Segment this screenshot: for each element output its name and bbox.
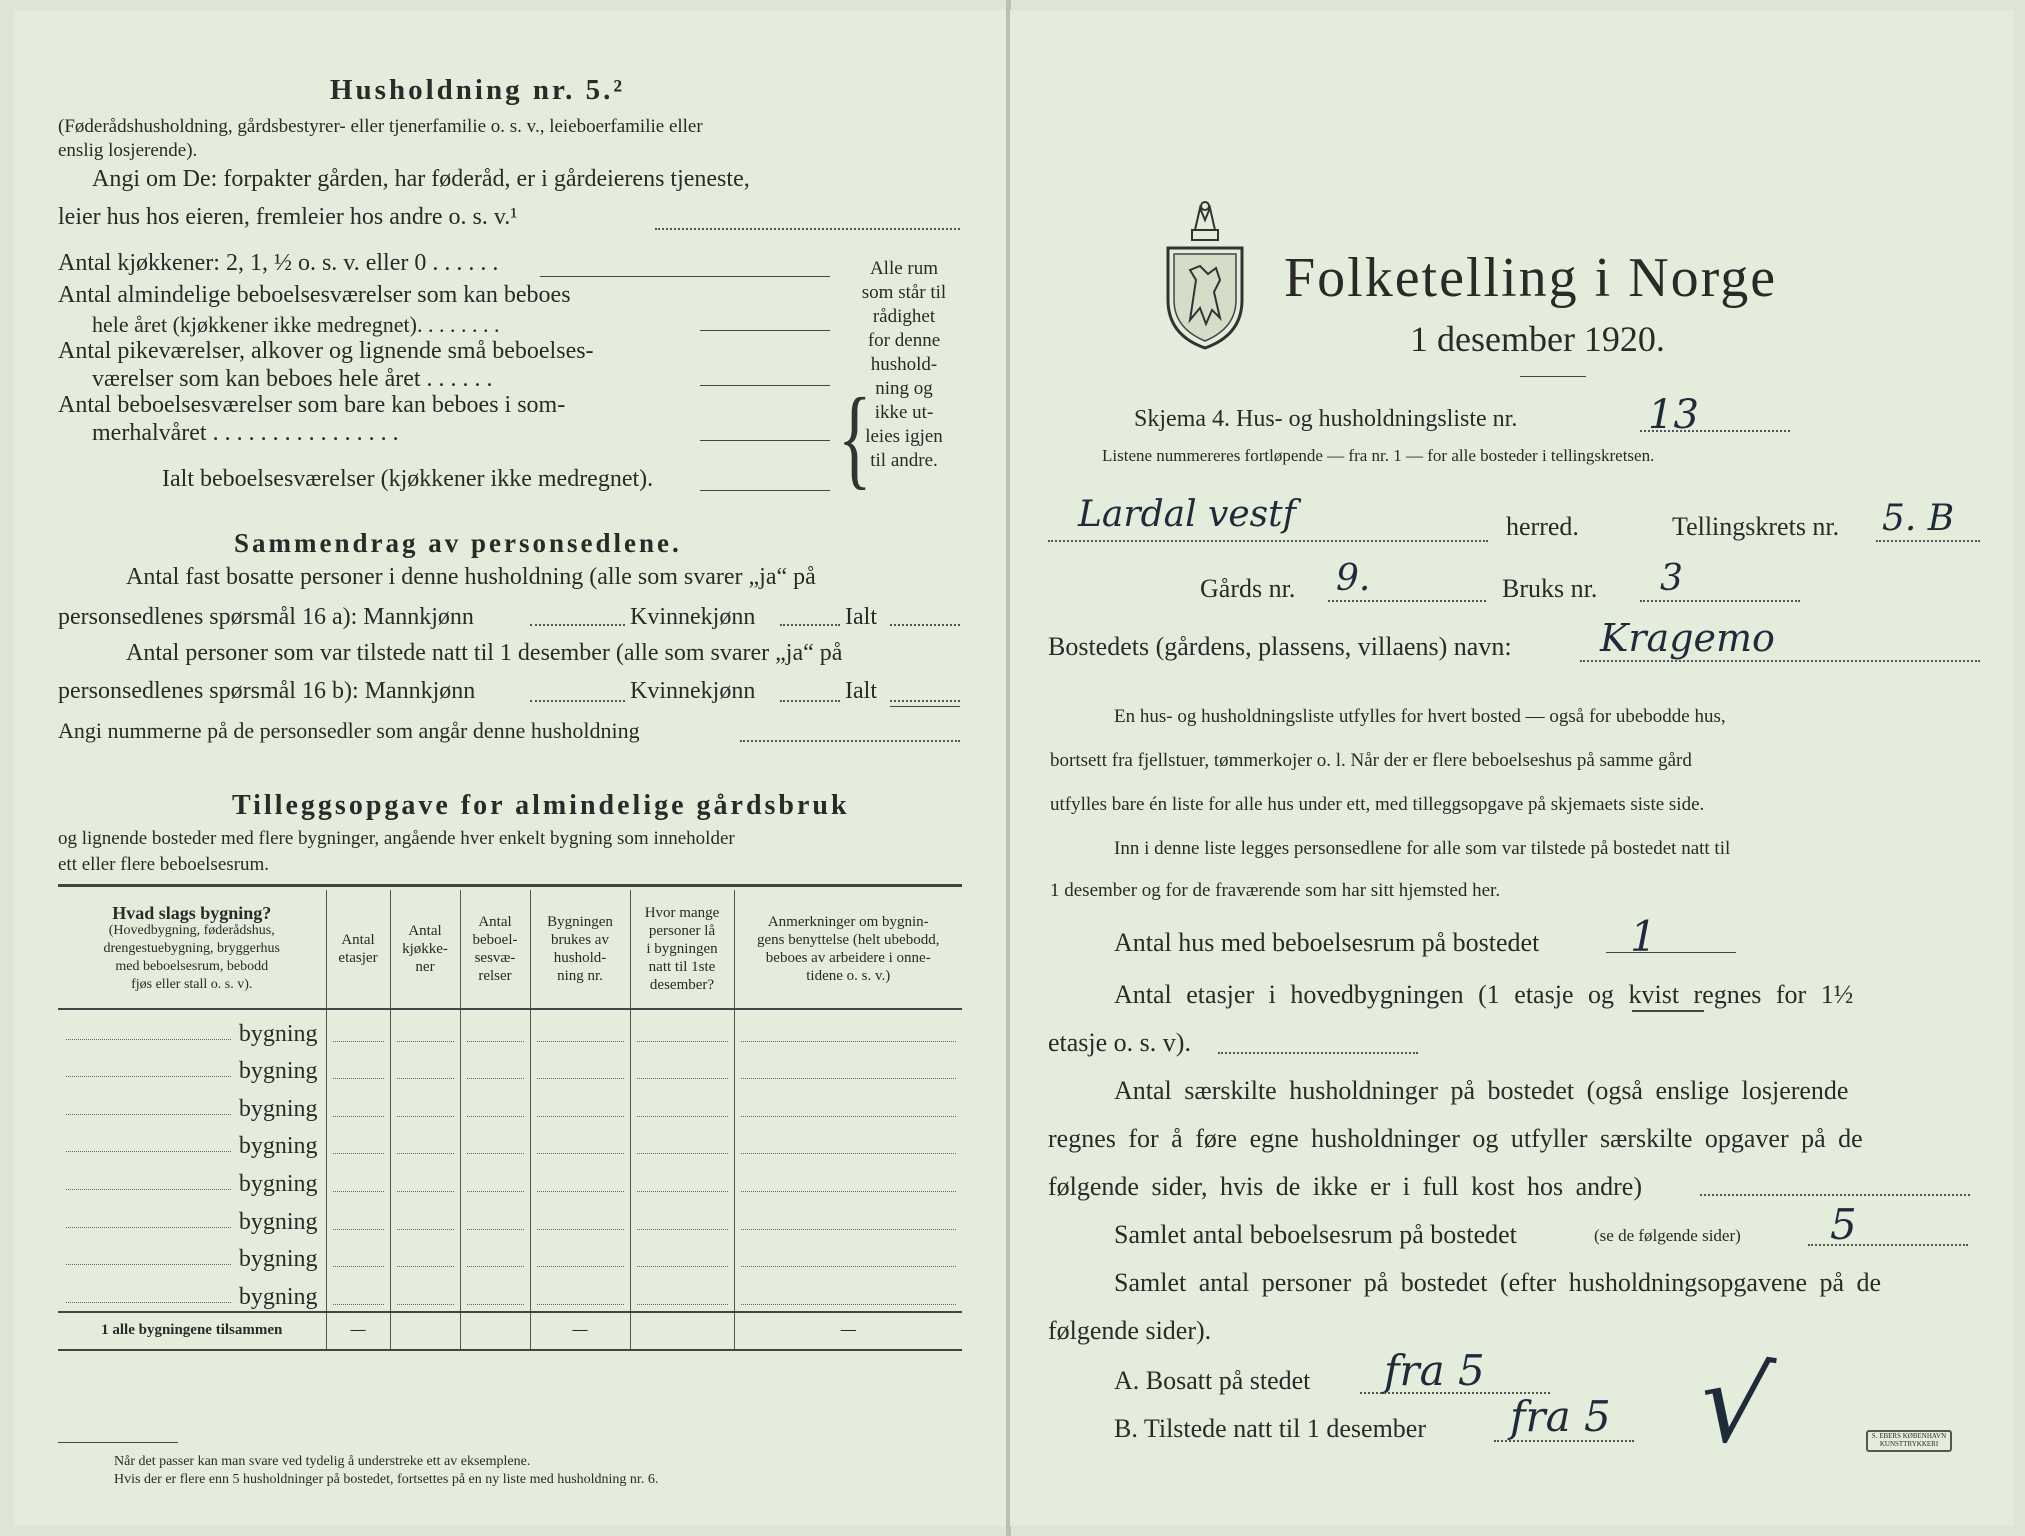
- header-text: Hvor mange: [644, 905, 720, 921]
- check-mark: √: [1691, 1335, 1779, 1473]
- summary-b-female: Kvinnekjønn: [630, 678, 756, 704]
- header-text: fjøs eller stall o. s. v).: [131, 977, 253, 992]
- tellingskrets-label: Tellingskrets nr.: [1672, 512, 1840, 541]
- bosted-fill: [1580, 660, 1980, 662]
- header-text: Antal: [408, 923, 442, 939]
- table-header-row: [58, 890, 962, 1009]
- maids-fill: [700, 385, 830, 386]
- sep-line2: regnes for å føre egne husholdninger og utfyller særskilte opgaver på de: [1048, 1124, 1863, 1153]
- header-text: med beboelsesrum, bebodd: [115, 959, 269, 974]
- table-cell: [630, 1009, 734, 1048]
- table-cell: [734, 1198, 962, 1236]
- header-text: tidene o. s. v.): [806, 968, 891, 984]
- floors-line2: etasje o. s. v).: [1048, 1028, 1191, 1057]
- table-cell: [390, 1273, 460, 1312]
- brace-note-line: ikke ut-: [874, 402, 934, 423]
- table-cell: [630, 1198, 734, 1236]
- table-cell: [734, 1273, 962, 1312]
- houses-value: 1: [1630, 912, 1657, 961]
- household-title: Husholdning nr. 5.²: [330, 74, 626, 106]
- title-rule: [1520, 376, 1586, 377]
- summary-numbers-fill: [740, 740, 960, 742]
- table-cell: [530, 1009, 630, 1048]
- footnote-2: Hvis der er flere enn 5 husholdninger på bostedet, fortsettes på en ny liste med husholdning nr. 6.: [114, 1472, 659, 1487]
- sep-line1: Antal særskilte husholdninger på bostedet (også enslige losjerende: [1114, 1076, 1849, 1105]
- header-text: etasjer: [338, 950, 378, 966]
- table-total-row: [58, 1312, 962, 1350]
- coat-of-arms-icon: [1160, 200, 1250, 350]
- table-cell: [390, 1123, 460, 1161]
- row-label: bygning: [238, 1095, 318, 1122]
- header-text: i bygningen: [646, 941, 718, 957]
- building-rows: [58, 1009, 962, 1312]
- summary-b-total-underline: [890, 706, 960, 707]
- supplement-line-2: ett eller flere beboelsesrum.: [58, 854, 270, 875]
- floors-underline: [1632, 1010, 1704, 1012]
- brace-note-line: leies igjen: [865, 426, 943, 447]
- header-text: beboel-: [472, 932, 518, 948]
- row-label: bygning: [238, 1283, 318, 1310]
- table-cell: [530, 1123, 630, 1161]
- header-rooms: [460, 890, 530, 1009]
- building-type-cell: [58, 1123, 326, 1161]
- table-row: [58, 1048, 962, 1086]
- herred-fill: [1048, 540, 1488, 542]
- table-cell: [530, 1273, 630, 1312]
- total-remarks: —: [734, 1312, 962, 1350]
- building-type-cell: [58, 1198, 326, 1236]
- sep-line3: følgende sider, hvis de ikke er i full kost hos andre): [1048, 1172, 1642, 1201]
- rooms-total-fill: [700, 490, 830, 491]
- household-subtitle-2: enslig losjerende).: [58, 140, 198, 161]
- houses-label: Antal hus med beboelsesrum på bostedet: [1114, 928, 1540, 957]
- floors-line1: Antal etasjer i hovedbygningen (1 etasje og kvist regnes for 1½: [1114, 980, 1854, 1009]
- kitchens-label: Antal kjøkkener: 2, 1, ½ o. s. v. eller 0 . . . . . .: [58, 250, 499, 276]
- total-rooms: [460, 1312, 530, 1350]
- table-row: [58, 1236, 962, 1274]
- table-cell: [326, 1160, 390, 1198]
- table-cell: [734, 1236, 962, 1274]
- brace-note-line: Alle rum: [869, 258, 939, 279]
- rooms-total: Ialt beboelsesværelser (kjøkkener ikke medregnet).: [162, 466, 654, 492]
- building-type-cell: [58, 1009, 326, 1048]
- para1-line1: En hus- og husholdningsliste utfylles for hvert bosted — også for ubebodde hus,: [1114, 706, 1726, 727]
- brace: {: [838, 377, 872, 501]
- header-building-type: [58, 890, 326, 1009]
- header-text: personer lå: [648, 923, 716, 939]
- table-cell: [530, 1236, 630, 1274]
- ordinary-rooms-1: Antal almindelige beboelsesværelser som kan beboes: [58, 282, 571, 308]
- summary-b-male-fill: [530, 700, 625, 702]
- household-subtitle-1: (Føderådshusholdning, gårdsbestyrer- eller tjenerfamilie o. s. v., leieboerfamilie eller: [58, 116, 703, 137]
- bruks-value: 3: [1660, 558, 1683, 599]
- schema-number: 13: [1648, 392, 1699, 438]
- summary-numbers: Angi nummerne på de personsedler som angår denne husholdning: [58, 718, 640, 743]
- floors-fill: [1218, 1052, 1418, 1054]
- table-cell: [630, 1160, 734, 1198]
- table-cell: [530, 1160, 630, 1198]
- table-cell: [460, 1085, 530, 1123]
- sep-fill: [1700, 1194, 1970, 1196]
- header-text: brukes av: [551, 932, 609, 948]
- header-text: natt til 1ste: [648, 959, 716, 975]
- summary-a-1: Antal fast bosatte personer i denne husholdning (alle som svarer „ja“ på: [126, 564, 816, 590]
- schema-label: Skjema 4. Hus- og husholdningsliste nr.: [1134, 406, 1518, 432]
- brace-note-line: som står til: [861, 282, 947, 303]
- brace-note: [854, 257, 954, 473]
- maids-rooms-1: Antal pikeværelser, alkover og lignende små beboelses-: [58, 338, 594, 364]
- para1-line3: utfylles bare én liste for alle hus under ett, med tilleggsopgave på skjemaets siste side.: [1050, 794, 1705, 815]
- table-cell: [460, 1048, 530, 1086]
- summary-b-2: personsedlenes spørsmål 16 b): Mannkjønn: [58, 678, 476, 704]
- main-title: Folketelling i Norge: [1284, 247, 1778, 309]
- header-remarks: [734, 890, 962, 1009]
- total-label: 1 alle bygningene tilsammen: [58, 1312, 326, 1350]
- header-text: drengestuebygning, bryggerhus: [103, 941, 281, 956]
- tellingskrets-value: 5. B: [1882, 498, 1955, 539]
- header-text: Bygningen: [547, 914, 613, 930]
- table-row: [58, 1160, 962, 1198]
- building-type-cell: [58, 1236, 326, 1274]
- header-persons: [630, 890, 734, 1009]
- table-cell: [734, 1085, 962, 1123]
- table-cell: [630, 1236, 734, 1274]
- schema-fill: [1640, 430, 1790, 432]
- building-type-cell: [58, 1160, 326, 1198]
- persons-line1: Samlet antal personer på bostedet (efter husholdningsopgavene på de: [1114, 1268, 1882, 1297]
- total-persons: [630, 1312, 734, 1350]
- header-text: desember?: [649, 977, 715, 993]
- header-text: hushold-: [553, 950, 607, 966]
- table-cell: [530, 1048, 630, 1086]
- header-text: Hvad slags bygning?: [112, 903, 272, 923]
- building-type-cell: [58, 1048, 326, 1086]
- rooms-total-label: Samlet antal beboelsesrum på bostedet: [1114, 1220, 1517, 1249]
- footnote-1: Når det passer kan man svare ved tydelig å understreke ett av eksemplene.: [114, 1454, 531, 1469]
- table-cell: [734, 1048, 962, 1086]
- para2-line1: Inn i denne liste legges personsedlene for alle som var tilstede på bostedet natt til: [1114, 838, 1731, 859]
- bruks-label: Bruks nr.: [1502, 574, 1598, 603]
- summer-rooms-2: merhalvåret . . . . . . . . . . . . . . . .: [92, 420, 399, 446]
- total-kitchens: [390, 1312, 460, 1350]
- brace-note-line: hushold-: [870, 354, 938, 375]
- rooms-total-fill: [1808, 1244, 1968, 1246]
- ordinary-rooms-2: hele året (kjøkkener ikke medregnet). . . . . . . .: [92, 312, 500, 337]
- row-label: bygning: [238, 1133, 318, 1160]
- summary-a-male-fill: [530, 624, 625, 626]
- summary-a-total: Ialt: [845, 604, 877, 630]
- table-cell: [460, 1198, 530, 1236]
- header-text: Antal: [341, 932, 375, 948]
- header-text: Antal: [478, 914, 512, 930]
- table-row: [58, 1009, 962, 1048]
- para1-line2: bortsett fra fjellstuer, tømmerkojer o. l. Når der er flere beboelseshus på samme gård: [1050, 750, 1692, 771]
- table-cell: [460, 1123, 530, 1161]
- brace-note-line: rådighet: [872, 306, 936, 327]
- summary-b-female-fill: [780, 700, 840, 702]
- present-value: fra 5: [1510, 1392, 1611, 1441]
- table-row: [58, 1123, 962, 1161]
- ask-line-2: leier hus hos eieren, fremleier hos andre o. s. v.¹: [58, 204, 518, 230]
- table-cell: [326, 1085, 390, 1123]
- table-cell: [630, 1123, 734, 1161]
- table-cell: [460, 1273, 530, 1312]
- kitchens-fill: [540, 276, 830, 277]
- row-label: bygning: [238, 1058, 318, 1085]
- tellingskrets-fill: [1876, 540, 1980, 542]
- table-cell: [326, 1009, 390, 1048]
- ask-fill-line: [655, 228, 960, 230]
- herred-label: herred.: [1506, 512, 1579, 541]
- table-cell: [390, 1048, 460, 1086]
- table-cell: [630, 1273, 734, 1312]
- header-text: (Hovedbygning, føderådshus,: [108, 923, 275, 938]
- resident-value: fra 5: [1384, 1346, 1485, 1395]
- printer-stamp: [1866, 1430, 1952, 1452]
- bosted-label: Bostedets (gårdens, plassens, villaens) navn:: [1048, 632, 1512, 661]
- summer-rooms-1: Antal beboelsesværelser som bare kan beboes i som-: [58, 392, 566, 418]
- gards-fill: [1328, 600, 1486, 602]
- table-row: [58, 1273, 962, 1312]
- table-cell: [390, 1160, 460, 1198]
- resident-label: A. Bosatt på stedet: [1114, 1366, 1311, 1395]
- summer-fill: [700, 440, 830, 441]
- summary-b-1: Antal personer som var tilstede natt til 1 desember (alle som svarer „ja“ på: [126, 640, 843, 666]
- table-cell: [326, 1273, 390, 1312]
- rooms-total-note: (se de følgende sider): [1594, 1226, 1741, 1245]
- table-cell: [734, 1123, 962, 1161]
- maids-rooms-2: værelser som kan beboes hele året . . . . . .: [92, 366, 493, 392]
- para2-line2: 1 desember og for de fraværende som har sitt hjemsted her.: [1050, 880, 1501, 901]
- total-floors: —: [326, 1312, 390, 1350]
- persons-line2: følgende sider).: [1048, 1316, 1212, 1345]
- header-text: sesvæ-: [474, 950, 516, 966]
- table-cell: [326, 1236, 390, 1274]
- table-cell: [326, 1048, 390, 1086]
- summary-a-female: Kvinnekjønn: [630, 604, 756, 630]
- summary-a-female-fill: [780, 624, 840, 626]
- header-text: Anmerkninger om bygnin-: [767, 914, 929, 930]
- header-text: relser: [478, 968, 512, 984]
- table-cell: [734, 1009, 962, 1048]
- buildings-table: [58, 890, 962, 1351]
- table-cell: [326, 1123, 390, 1161]
- brace-note-line: ning og: [875, 378, 933, 399]
- summary-a-2: personsedlenes spørsmål 16 a): Mannkjønn: [58, 604, 474, 630]
- brace-note-line: til andre.: [870, 450, 938, 471]
- header-text: kjøkke-: [402, 941, 448, 957]
- bosted-value: Kragemo: [1600, 616, 1775, 660]
- table-cell: [530, 1085, 630, 1123]
- brace-note-line: for denne: [867, 330, 941, 351]
- table-cell: [530, 1198, 630, 1236]
- table-cell: [460, 1009, 530, 1048]
- table-top-rule: [58, 884, 962, 887]
- rooms-total-value: 5: [1830, 1200, 1857, 1249]
- building-type-cell: [58, 1085, 326, 1123]
- supplement-line-1: og lignende bosteder med flere bygninger, angående hver enkelt bygning som inneholder: [58, 828, 735, 849]
- summary-b-total: Ialt: [845, 678, 877, 704]
- summary-b-total-fill: [890, 700, 960, 702]
- total-household: —: [530, 1312, 630, 1350]
- table-cell: [326, 1198, 390, 1236]
- footnote-rule: [58, 1442, 178, 1443]
- houses-fill: [1606, 952, 1736, 953]
- table-row: [58, 1198, 962, 1236]
- bruks-fill: [1640, 600, 1800, 602]
- present-label: B. Tilstede natt til 1 desember: [1114, 1414, 1426, 1443]
- gards-value: 9.: [1336, 558, 1371, 599]
- summary-a-total-fill: [890, 624, 960, 626]
- summary-title: Sammendrag av personsedlene.: [234, 528, 682, 558]
- stamp-line: KUNSTTRYKKERI: [1879, 1440, 1939, 1448]
- header-text: ner: [415, 959, 435, 975]
- header-household-no: [530, 890, 630, 1009]
- stamp-line: S. EBERS KØBENHAVN: [1871, 1432, 1947, 1440]
- table-cell: [460, 1160, 530, 1198]
- table-cell: [630, 1048, 734, 1086]
- present-fill: [1494, 1440, 1634, 1442]
- building-type-cell: [58, 1273, 326, 1312]
- table-cell: [734, 1160, 962, 1198]
- supplement-title: Tilleggsopgave for almindelige gårdsbruk: [232, 790, 850, 821]
- table-cell: [630, 1085, 734, 1123]
- table-cell: [390, 1085, 460, 1123]
- herred-value: Lardal vestf: [1078, 494, 1296, 535]
- header-text: ning nr.: [557, 968, 603, 984]
- table-cell: [390, 1236, 460, 1274]
- row-label: bygning: [238, 1020, 318, 1047]
- row-label: bygning: [238, 1208, 318, 1235]
- row-label: bygning: [238, 1170, 318, 1197]
- table-cell: [390, 1009, 460, 1048]
- ordinary-fill: [700, 330, 830, 331]
- header-text: gens benyttelse (helt ubebodd,: [757, 932, 940, 948]
- gards-label: Gårds nr.: [1200, 574, 1296, 603]
- ask-line-1: Angi om De: forpakter gården, har føderåd, er i gårdeierens tjeneste,: [92, 166, 750, 192]
- numbering-note: Listene nummereres fortløpende — fra nr. 1 — for alle bosteder i tellingskretsen.: [1102, 446, 1655, 465]
- header-text: beboes av arbeidere i onne-: [765, 950, 931, 966]
- table-row: [58, 1085, 962, 1123]
- census-date: 1 desember 1920.: [1410, 319, 1665, 359]
- row-label: bygning: [238, 1246, 318, 1273]
- table-cell: [390, 1198, 460, 1236]
- header-kitchens: [390, 890, 460, 1009]
- header-floors: [326, 890, 390, 1009]
- table-cell: [460, 1236, 530, 1274]
